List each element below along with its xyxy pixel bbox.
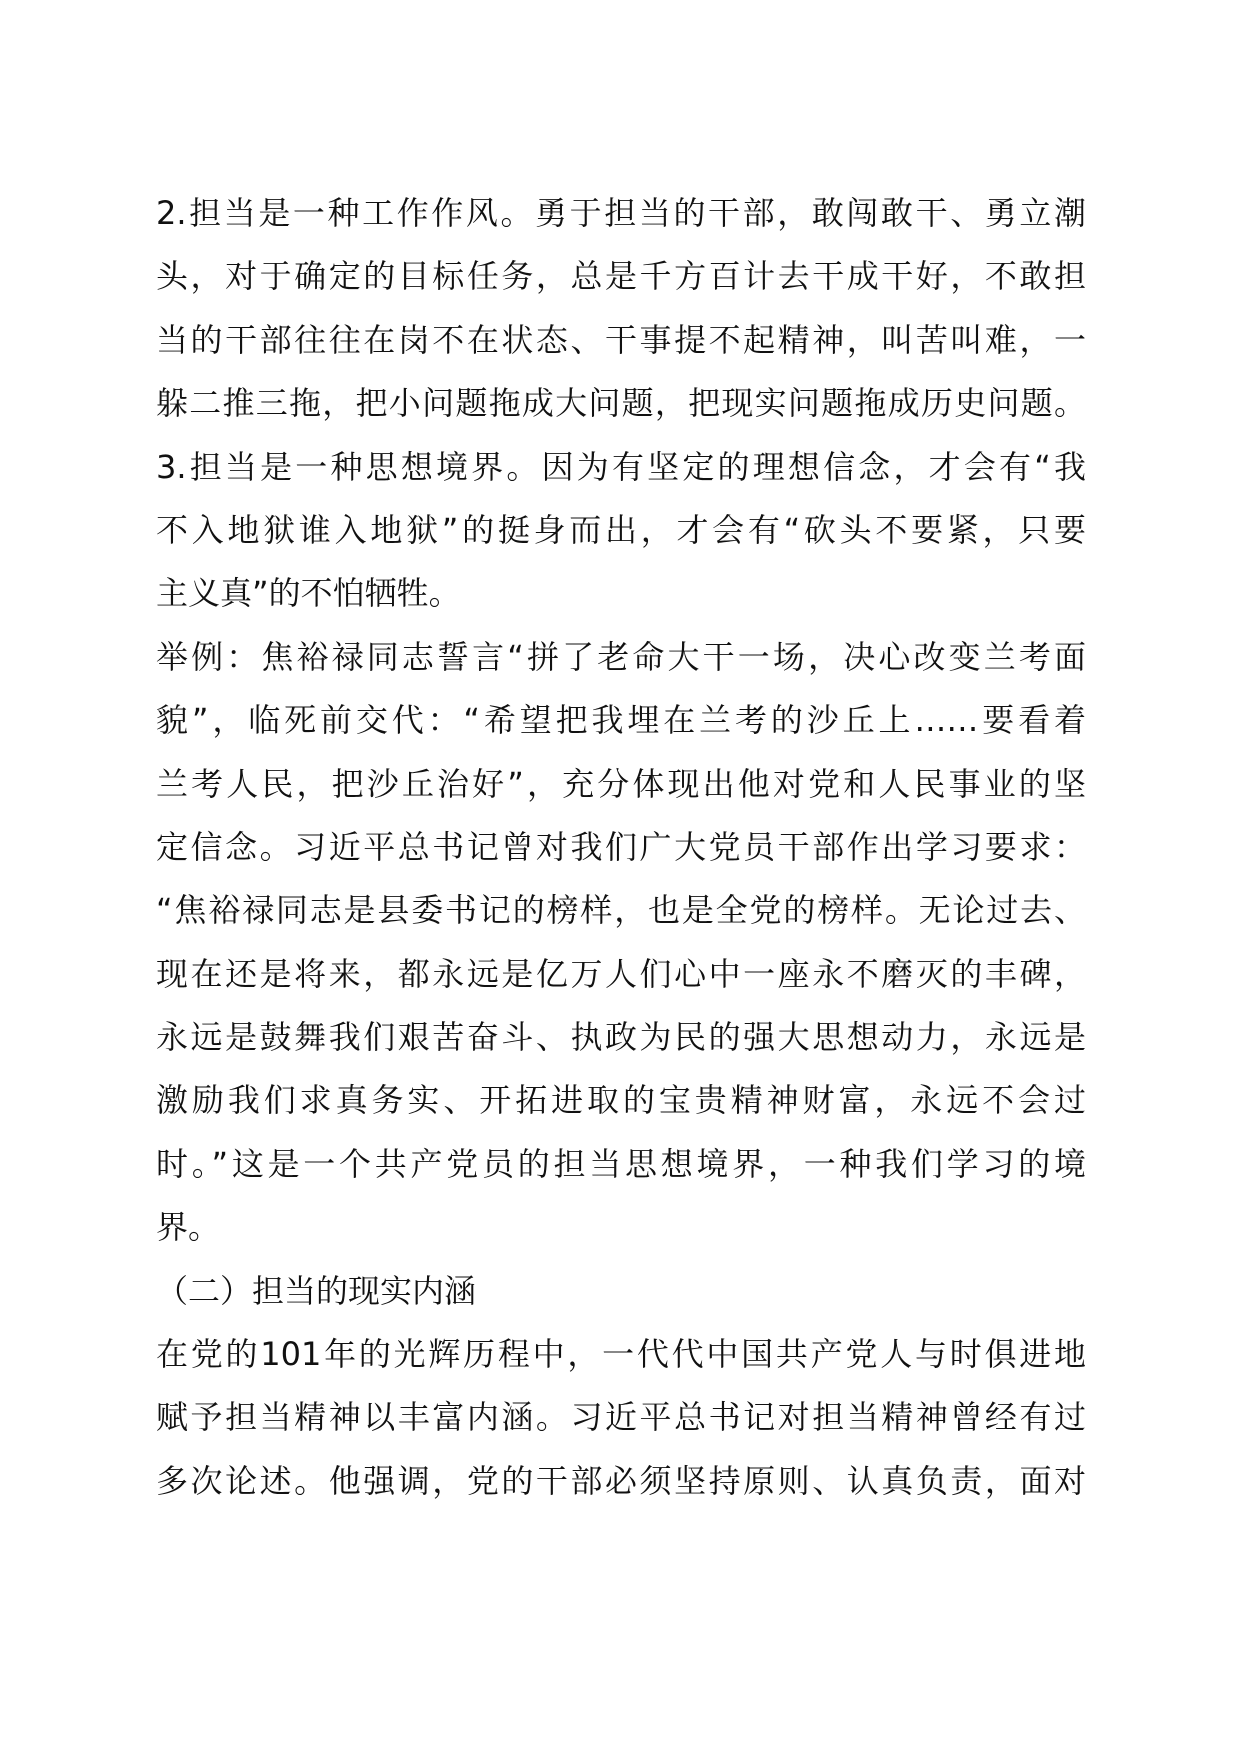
text-line: 主义真”的不怕牺牲。	[156, 574, 461, 613]
text-line: 时。”这是一个共产党员的担当思想境界，一种我们学习的境	[156, 1144, 1086, 1183]
text-line: 貌”，临死前交代：“希望把我埋在兰考的沙丘上……要看着	[156, 701, 1086, 740]
text-line: 永远是鼓舞我们艰苦奋斗、执政为民的强大思想动力，永远是	[156, 1018, 1086, 1057]
text-line: “焦裕禄同志是县委书记的榜样，也是全党的榜样。无论过去、	[156, 891, 1086, 930]
text-line: 举例：焦裕禄同志誓言“拼了老命大干一场，决心改变兰考面	[156, 637, 1086, 676]
text-line: 3.担当是一种思想境界。因为有坚定的理想信念，才会有“我	[156, 447, 1086, 486]
text-line: 不入地狱谁入地狱”的挺身而出，才会有“砍头不要紧，只要	[156, 510, 1086, 549]
text-line: 激励我们求真务实、开拓进取的宝贵精神财富，永远不会过	[156, 1081, 1086, 1120]
text-line: 2.担当是一种工作作风。勇于担当的干部，敢闯敢干、勇立潮	[156, 194, 1086, 232]
text-line: 定信念。习近平总书记曾对我们广大党员干部作出学习要求：	[156, 827, 1086, 866]
section-heading: （二）担当的现实内涵	[156, 1271, 477, 1310]
document-body	[156, 182, 1086, 1513]
text-line: 躲二推三拖，把小问题拖成大问题，把现实问题拖成历史问题。	[156, 384, 1086, 423]
text-line: 头，对于确定的目标任务，总是千方百计去干成干好，不敢担	[156, 257, 1086, 296]
text-line: 赋予担当精神以丰富内涵。习近平总书记对担当精神曾经有过	[156, 1398, 1086, 1437]
text-line: 在党的101年的光辉历程中，一代代中国共产党人与时俱进地	[156, 1335, 1086, 1374]
text-line: 现在还是将来，都永远是亿万人们心中一座永不磨灭的丰碑，	[156, 954, 1086, 993]
text-line: 界。	[156, 1208, 221, 1247]
text-line: 当的干部往往在岗不在状态、干事提不起精神，叫苦叫难，一	[156, 320, 1086, 359]
text-line: 多次论述。他强调，党的干部必须坚持原则、认真负责，面对	[156, 1461, 1086, 1500]
text-line: 兰考人民，把沙丘治好”，充分体现出他对党和人民事业的坚	[156, 764, 1086, 803]
